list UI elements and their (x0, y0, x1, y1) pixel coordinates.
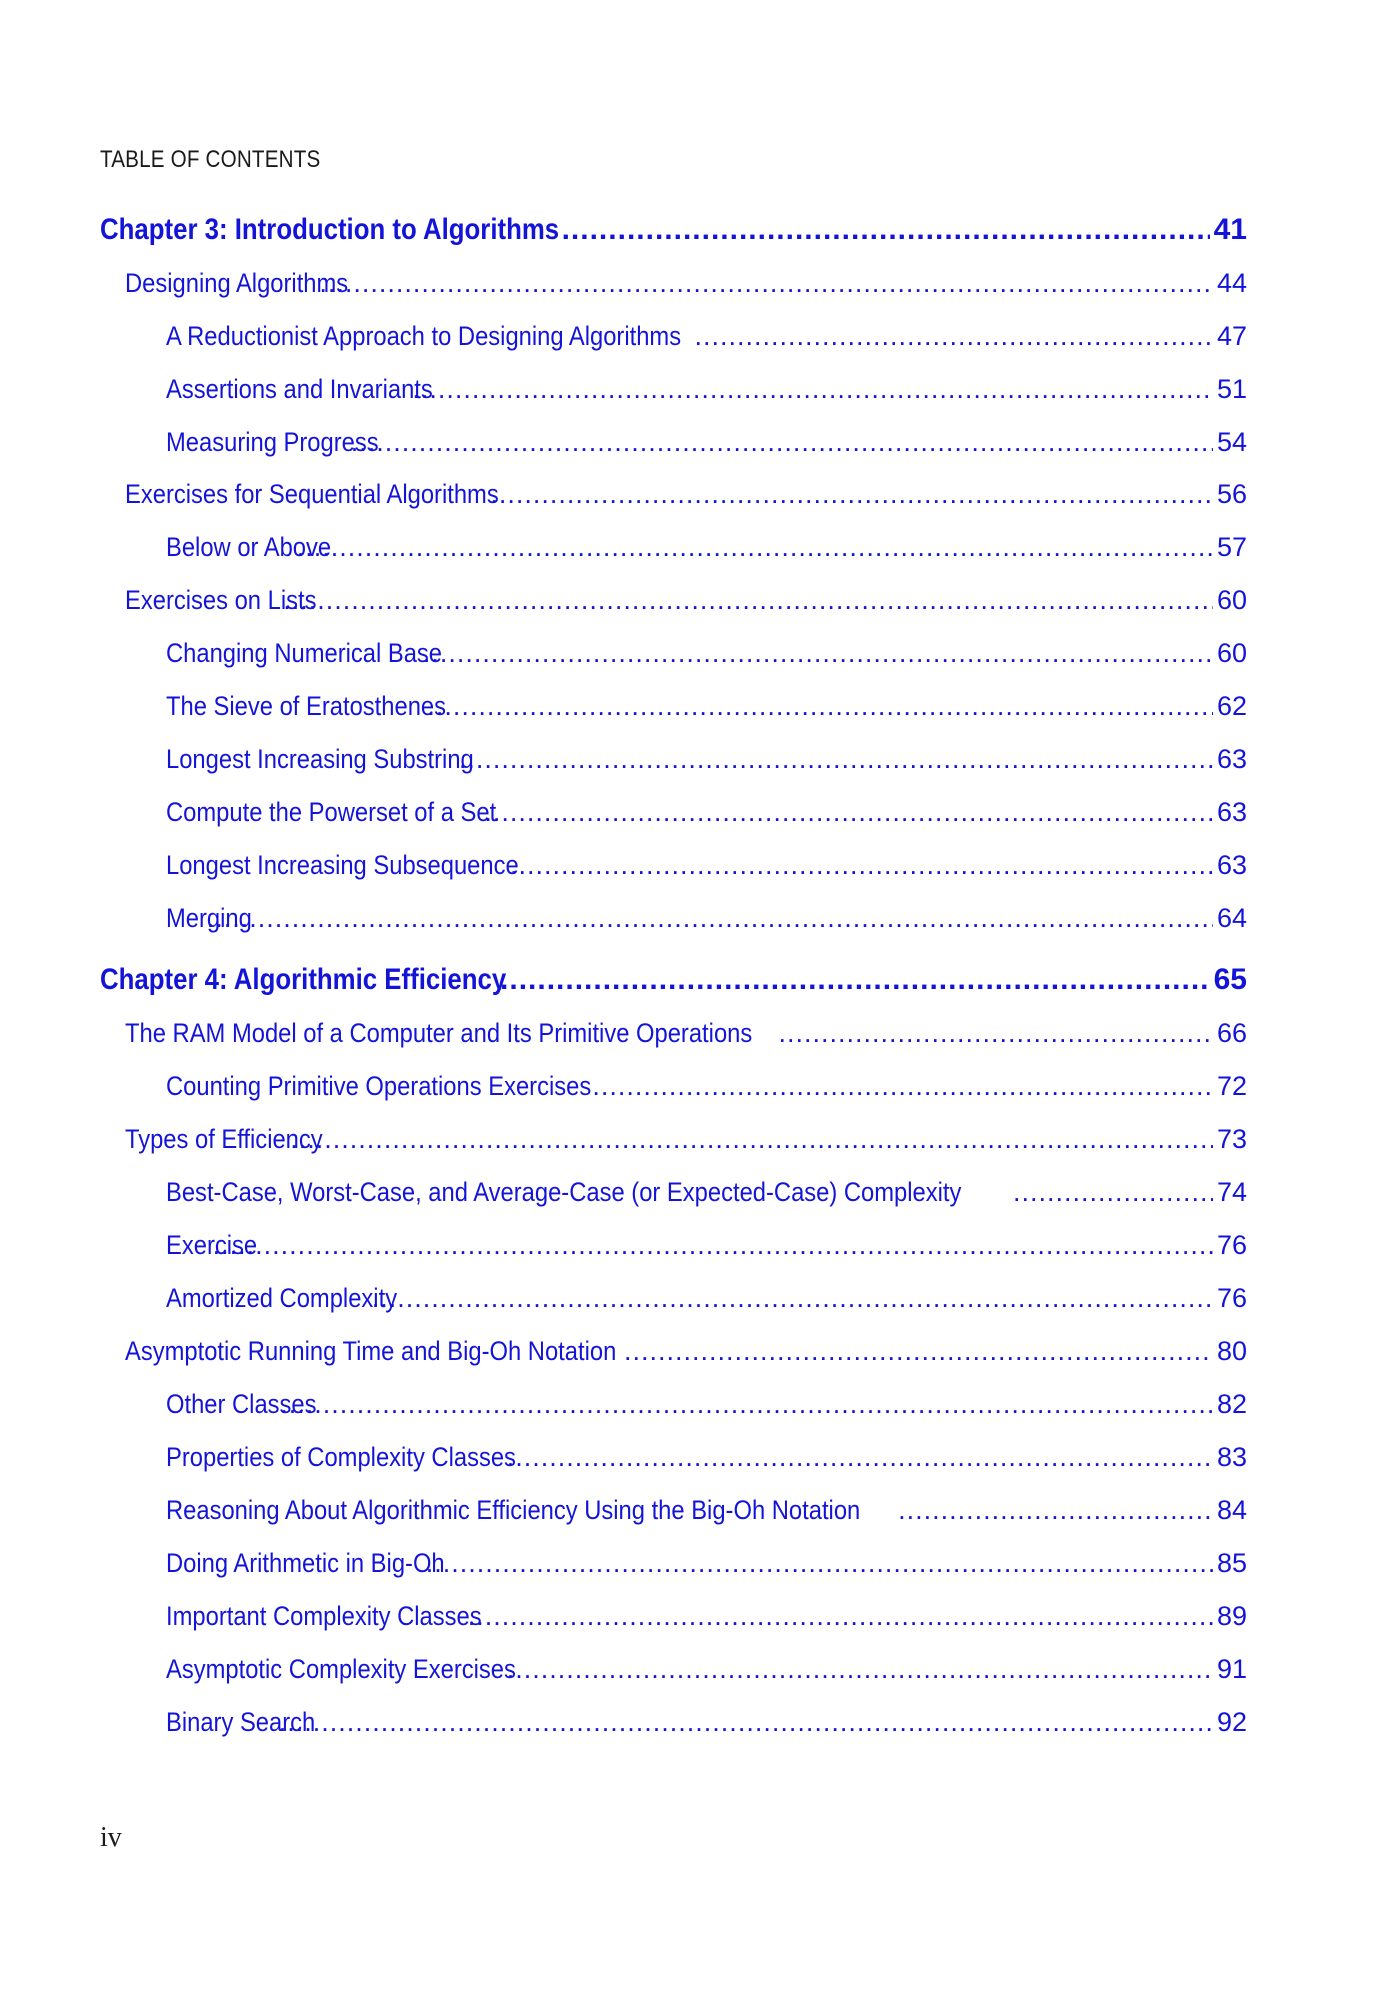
toc-entry-page: 47 (1216, 321, 1247, 351)
dot-leader (319, 263, 1213, 303)
dot-leader (372, 1278, 1213, 1318)
dot-leader (562, 210, 1210, 250)
running-head: TABLE OF CONTENTS (100, 146, 321, 173)
toc-entry-title: Chapter 3: Introduction to Algorithms (100, 213, 560, 246)
dot-leader (490, 474, 1213, 514)
toc-entry-page: 63 (1216, 797, 1247, 827)
toc-entry[interactable] (166, 633, 1247, 673)
toc-entry-page: 66 (1216, 1018, 1247, 1048)
dot-leader (624, 1331, 1213, 1371)
toc-entry-page: 63 (1216, 850, 1247, 880)
toc-entry-page: 44 (1216, 268, 1247, 298)
toc-entry-title: Exercises on Lists (125, 585, 317, 615)
toc-entry-page: 92 (1216, 1707, 1247, 1737)
toc-entry[interactable] (166, 1066, 1247, 1106)
toc-entry[interactable] (166, 1437, 1247, 1477)
toc-entry-title: Best-Case, Worst-Case, and Average-Case (or Expected-Case) Complexity (166, 1177, 962, 1207)
toc-entry-title: Types of Efficiency (125, 1124, 323, 1154)
toc-entry-title: Asymptotic Complexity Exercises (166, 1654, 516, 1684)
toc-entry-title: Asymptotic Running Time and Big-Oh Notation (125, 1336, 617, 1366)
dot-leader (290, 1119, 1213, 1159)
toc-entry[interactable] (166, 1225, 1247, 1265)
toc-entry-title: Assertions and Invariants (166, 374, 433, 404)
toc-entry-page: 91 (1216, 1654, 1247, 1684)
toc-entry-page: 73 (1216, 1124, 1247, 1154)
toc-entry-title: Below or Above (166, 532, 332, 562)
toc-chapter-entry[interactable] (100, 960, 1247, 1000)
toc-entry[interactable] (166, 1596, 1247, 1636)
toc-entry[interactable] (166, 527, 1247, 567)
toc-entry-title: Properties of Complexity Classes (166, 1442, 516, 1472)
dot-leader (778, 1013, 1212, 1053)
toc-entry[interactable] (125, 263, 1247, 303)
dot-leader (423, 633, 1213, 673)
toc-entry[interactable] (125, 1119, 1247, 1159)
dot-leader (592, 1066, 1213, 1106)
toc-entry-title: The Sieve of Eratosthenes (166, 691, 447, 721)
dot-leader (1013, 1172, 1213, 1212)
toc-entry[interactable] (166, 1702, 1247, 1742)
toc-entry-title: Exercise (166, 1230, 258, 1260)
dot-leader (500, 960, 1210, 1000)
toc-entry[interactable] (166, 1490, 1247, 1530)
toc-entry-title: Amortized Complexity (166, 1283, 398, 1313)
toc-entry-page: 84 (1216, 1495, 1247, 1525)
page-number: iv (100, 1822, 122, 1853)
dot-leader (694, 316, 1212, 356)
toc-entry-title: Other Classes (166, 1389, 317, 1419)
dot-leader (427, 686, 1213, 726)
toc-entry-page: 89 (1216, 1601, 1247, 1631)
dot-leader (507, 1437, 1213, 1477)
toc-entry-page: 60 (1216, 638, 1247, 668)
toc-entry-title: Doing Arithmetic in Big-Oh (166, 1548, 445, 1578)
toc-entry-page: 80 (1216, 1336, 1247, 1366)
toc-entry-page: 51 (1216, 374, 1247, 404)
toc-entry[interactable] (166, 792, 1247, 832)
dot-leader (468, 1596, 1213, 1636)
toc-entry-title: Counting Primitive Operations Exercises (166, 1071, 592, 1101)
toc-entry-title: A Reductionist Approach to Designing Algorithms (166, 321, 682, 351)
toc-entry-title: Changing Numerical Base (166, 638, 443, 668)
toc-entry[interactable] (166, 1384, 1247, 1424)
toc-entry-page: 63 (1216, 744, 1247, 774)
toc-entry-title: The RAM Model of a Computer and Its Primitive Operations (125, 1018, 753, 1048)
toc-entry[interactable] (166, 739, 1247, 779)
toc-entry-page: 74 (1216, 1177, 1247, 1207)
toc-entry-page: 57 (1216, 532, 1247, 562)
dot-leader (507, 1649, 1213, 1689)
toc-entry[interactable] (166, 1543, 1247, 1583)
dot-leader (283, 580, 1213, 620)
toc-entry-title: Exercises for Sequential Algorithms (125, 479, 499, 509)
toc-entry-page: 56 (1216, 479, 1247, 509)
dot-leader (510, 845, 1213, 885)
toc-entry-page: 65 (1213, 963, 1247, 996)
dot-leader (484, 792, 1213, 832)
toc-entry-title: Reasoning About Algorithmic Efficiency Using the Big-Oh Notation (166, 1495, 861, 1525)
toc-entry-page: 41 (1213, 213, 1247, 246)
dot-leader (426, 1543, 1213, 1583)
toc-entry[interactable] (166, 1649, 1247, 1689)
dot-leader (213, 1225, 1213, 1265)
toc-entry-title: Longest Increasing Substring (166, 744, 474, 774)
toc-entry[interactable] (166, 369, 1247, 409)
toc-entry-page: 83 (1216, 1442, 1247, 1472)
dot-leader (351, 422, 1213, 462)
toc-entry-page: 85 (1216, 1548, 1247, 1578)
dot-leader (412, 369, 1213, 409)
toc-entry[interactable] (125, 1331, 1247, 1371)
toc-entry[interactable] (166, 845, 1247, 885)
toc-entry-page: 60 (1216, 585, 1247, 615)
toc-entry-title: Designing Algorithms (125, 268, 349, 298)
toc-entry-title: Merging (166, 903, 252, 933)
toc-entry[interactable] (166, 316, 1247, 356)
toc-entry[interactable] (125, 474, 1247, 514)
toc-entry-page: 72 (1216, 1071, 1247, 1101)
toc-entry-title: Important Complexity Classes (166, 1601, 482, 1631)
toc-entry-page: 62 (1216, 691, 1247, 721)
dot-leader (898, 1490, 1213, 1530)
dot-leader (280, 1384, 1213, 1424)
toc-entry-page: 82 (1216, 1389, 1247, 1419)
toc-entry-title: Measuring Progress (166, 427, 379, 457)
toc-entry[interactable] (125, 1013, 1247, 1053)
toc-entry[interactable] (166, 1172, 1247, 1212)
toc-entry[interactable] (166, 898, 1247, 938)
dot-leader (207, 898, 1213, 938)
toc-entry[interactable] (125, 580, 1247, 620)
dot-leader (279, 1702, 1213, 1742)
toc-entry-title: Chapter 4: Algorithmic Efficiency (100, 963, 507, 996)
dot-leader (459, 739, 1213, 779)
dot-leader (297, 527, 1213, 567)
toc-entry-title: Binary Search (166, 1707, 316, 1737)
toc-entry-page: 64 (1216, 903, 1247, 933)
toc-entry[interactable] (166, 686, 1247, 726)
toc-entry-title: Longest Increasing Subsequence (166, 850, 519, 880)
toc-entry-page: 76 (1216, 1283, 1247, 1313)
toc-entry-page: 54 (1216, 427, 1247, 457)
toc-entry[interactable] (166, 1278, 1247, 1318)
toc-chapter-entry[interactable] (100, 210, 1247, 250)
toc-entry[interactable] (166, 422, 1247, 462)
toc-entry-page: 76 (1216, 1230, 1247, 1260)
toc-entry-title: Compute the Powerset of a Set (166, 797, 497, 827)
